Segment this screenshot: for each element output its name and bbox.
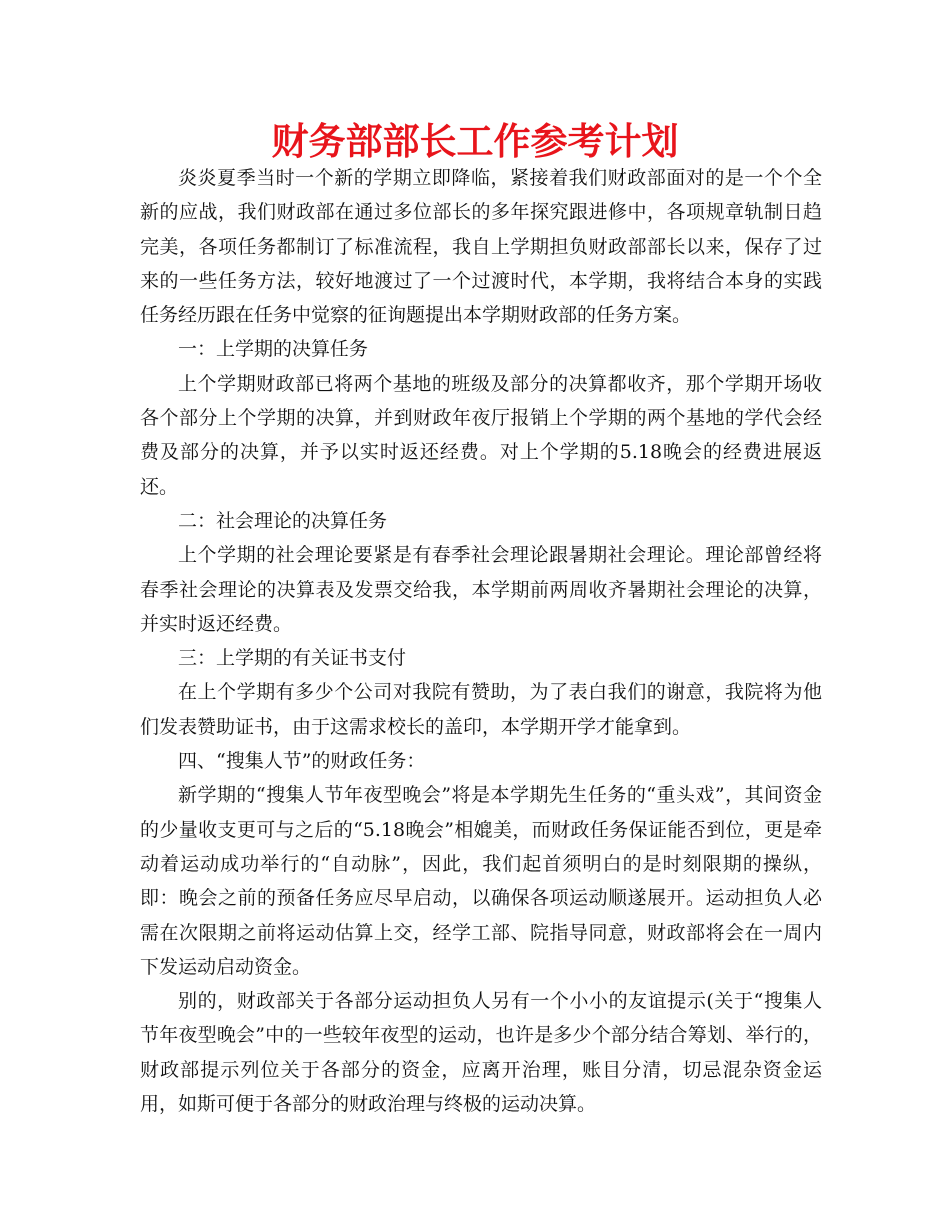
section-heading-1: 一：上学期的决算任务 — [178, 338, 369, 361]
paragraph-section-4: 新学期的“搜集人节年夜型晚会”将是本学期先生任务的“重头戏”，其间资金的少量收支更可与之后的“5.18晚会”相媲美，而财政任务保证能否到位，更是牵动着运动成功举行的“自动脉”，因此，我们起首须明白的是时刻限期的操纵，即：晚会之前的预备任务应尽早启动，以确保各项运动顺遂展开。运动担负人必需在次限期之前将运动估算上交，经学工部、院指导同意，财政部将会在一周内下发运动启动资金。 — [140, 784, 822, 978]
paragraph-section-3: 在上个学期有多少个公司对我院有赞助，为了表白我们的谢意，我院将为他们发表赞助证书，由于这需求校长的盖印，本学期开学才能拿到。 — [140, 681, 822, 738]
paragraph-section-1: 上个学期财政部已将两个基地的班级及部分的决算都收齐，那个学期开场收各个部分上个学期的决算，并到财政年夜厅报销上个学期的两个基地的学代会经费及部分的决算，并予以实时返还经费。对上个学期的5.18晚会的经费进展返还。 — [140, 372, 822, 498]
paragraph-intro: 炎炎夏季当时一个新的学期立即降临，紧接着我们财政部面对的是一个个全新的应战，我们财政部在通过多位部长的多年探究跟进修中，各项规章轨制日趋完美，各项任务都制订了标准流程，我自上学期担负财政部部长以来，保存了过来的一些任务方法，较好地渡过了一个过渡时代，本学期，我将结合本身的实践任务经历跟在任务中觉察的征询题提出本学期财政部的任务方案。 — [140, 167, 822, 327]
paragraph-section-2: 上个学期的社会理论要紧是有春季社会理论跟暑期社会理论。理论部曾经将春季社会理论的决算表及发票交给我，本学期前两周收齐暑期社会理论的决算，并实时返还经费。 — [140, 544, 822, 635]
document-body — [140, 161, 822, 1121]
paragraph-section-4-reminder: 别的，财政部关于各部分运动担负人另有一个小小的友谊提示(关于“搜集人节年夜型晚会”中的一些较年夜型的运动，也许是多少个部分结合筹划、举行的，财政部提示列位关于各部分的资金，应离开治理，账目分清，切忌混杂资金运用，如斯可便于各部分的财政治理与终极的运动决算。 — [140, 990, 822, 1116]
section-heading-2: 二：社会理论的决算任务 — [178, 509, 388, 532]
section-heading-4: 四、“搜集人节”的财政任务： — [178, 750, 426, 773]
document-title: 财务部部长工作参考计划 — [271, 120, 679, 163]
section-heading-3: 三：上学期的有关证书支付 — [178, 647, 407, 670]
